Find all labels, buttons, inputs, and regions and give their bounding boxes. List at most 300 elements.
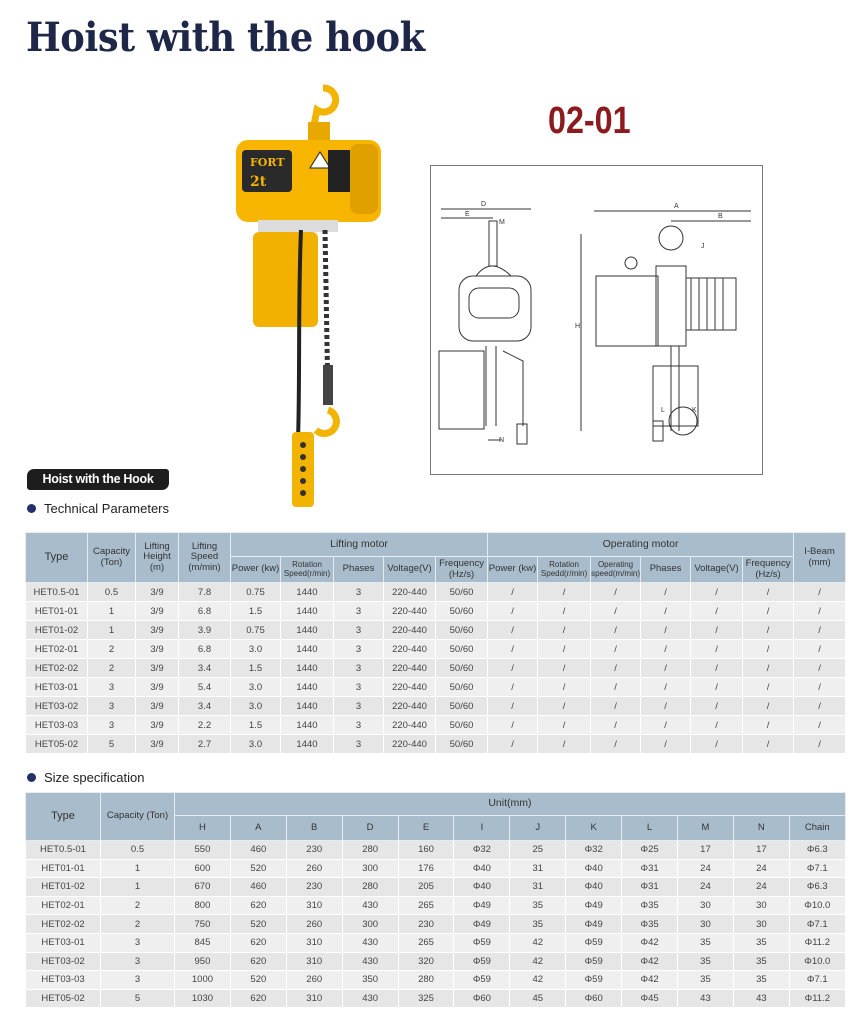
table-cell: 35: [678, 933, 734, 952]
table-cell: /: [591, 678, 641, 697]
table-cell: 24: [678, 878, 734, 897]
table-cell: 1440: [281, 735, 334, 754]
table-cell: /: [591, 716, 641, 735]
table-cell: 620: [230, 896, 286, 915]
table-cell: Φ49: [566, 896, 622, 915]
header-operating-1: Rotation Spedd(r/min): [538, 557, 591, 583]
table-cell: 3: [334, 602, 384, 621]
table-cell: /: [538, 640, 591, 659]
header-dim-l: L: [622, 816, 678, 841]
table-cell: Φ10.0: [789, 896, 845, 915]
header-lifting-motor: Lifting motor: [231, 533, 488, 557]
table-cell: /: [591, 735, 641, 754]
header-dim-j: J: [510, 816, 566, 841]
table-cell: 220-440: [384, 716, 436, 735]
table-cell: 220-440: [384, 697, 436, 716]
table-cell: /: [591, 640, 641, 659]
table-cell: 5: [101, 989, 175, 1008]
table-cell: 17: [678, 841, 734, 860]
table-cell: 310: [286, 989, 342, 1008]
table-cell: 1: [101, 859, 175, 878]
table-cell: Φ49: [454, 915, 510, 934]
table-cell: HET01-02: [26, 878, 101, 897]
table-cell: 42: [510, 933, 566, 952]
table-cell: 17: [733, 841, 789, 860]
table-cell: 3: [101, 933, 175, 952]
technical-heading-text: Technical Parameters: [44, 501, 169, 516]
table-row: [26, 878, 846, 897]
header-lifting-1: Rotation Speed(r/min): [281, 557, 334, 583]
table-cell: 620: [230, 933, 286, 952]
table-cell: 280: [342, 841, 398, 860]
table-cell: Φ11.2: [789, 933, 845, 952]
header-dim-e: E: [398, 816, 454, 841]
table-cell: /: [641, 659, 691, 678]
table-cell: Φ42: [622, 952, 678, 971]
table-cell: /: [591, 659, 641, 678]
header-dim-a: A: [230, 816, 286, 841]
header-dim-k: K: [566, 816, 622, 841]
table-cell: 3: [334, 735, 384, 754]
table-cell: 30: [678, 915, 734, 934]
table-cell: /: [794, 640, 846, 659]
table-cell: 6.8: [179, 640, 231, 659]
table-cell: HET03-01: [26, 678, 88, 697]
table-cell: 24: [678, 859, 734, 878]
table-cell: Φ59: [454, 933, 510, 952]
table-cell: 2.2: [179, 716, 231, 735]
page-title: Hoist with the hook: [26, 14, 425, 61]
table-cell: 1: [88, 602, 136, 621]
table-cell: /: [641, 602, 691, 621]
header-operating-motor: Operating motor: [488, 533, 794, 557]
table-cell: 230: [398, 915, 454, 934]
table-cell: HET05-02: [26, 989, 101, 1008]
header-dim-i: I: [454, 816, 510, 841]
table-cell: 220-440: [384, 735, 436, 754]
table-cell: Φ7.1: [789, 971, 845, 990]
table-cell: 430: [342, 933, 398, 952]
table-cell: 30: [733, 915, 789, 934]
table-cell: 845: [175, 933, 231, 952]
table-cell: 260: [286, 859, 342, 878]
table-cell: /: [641, 621, 691, 640]
table-cell: 220-440: [384, 621, 436, 640]
table-cell: 3/9: [136, 602, 179, 621]
header-lifting-height: Lifting Height (m): [136, 533, 179, 583]
table-cell: /: [743, 716, 794, 735]
table-cell: Φ45: [622, 989, 678, 1008]
table-cell: 1440: [281, 678, 334, 697]
table-cell: HET0.5-01: [26, 583, 88, 602]
table-cell: 3: [334, 640, 384, 659]
table-cell: 0.75: [231, 621, 281, 640]
table-cell: /: [743, 640, 794, 659]
table-cell: /: [794, 602, 846, 621]
table-cell: /: [691, 621, 743, 640]
table-cell: Φ32: [454, 841, 510, 860]
table-cell: HET03-01: [26, 933, 101, 952]
bullet-icon: [27, 773, 36, 782]
table-cell: Φ59: [566, 971, 622, 990]
table-cell: /: [641, 697, 691, 716]
header-dim-m: M: [678, 816, 734, 841]
table-cell: 430: [342, 952, 398, 971]
table-cell: /: [743, 697, 794, 716]
table-cell: 3: [334, 716, 384, 735]
table-cell: Φ40: [566, 859, 622, 878]
table-cell: 220-440: [384, 640, 436, 659]
table-cell: Φ7.1: [789, 915, 845, 934]
table-row: [26, 697, 846, 716]
table-cell: 1440: [281, 697, 334, 716]
table-cell: Φ11.2: [789, 989, 845, 1008]
table-cell: 950: [175, 952, 231, 971]
table-cell: 3/9: [136, 640, 179, 659]
header-operating-5: Frequency (Hz/s): [743, 557, 794, 583]
table-cell: HET02-02: [26, 659, 88, 678]
table-cell: Φ60: [454, 989, 510, 1008]
table-cell: 3: [88, 697, 136, 716]
table-row: [26, 859, 846, 878]
table-cell: Φ35: [622, 896, 678, 915]
table-cell: 1.5: [231, 716, 281, 735]
diagram-label-h: H: [575, 323, 581, 330]
diagram-label-e: E: [465, 211, 470, 218]
table-cell: 620: [230, 989, 286, 1008]
table-cell: /: [488, 735, 538, 754]
table-cell: 670: [175, 878, 231, 897]
table-row: [26, 915, 846, 934]
header-capacity: Capacity (Ton): [101, 793, 175, 841]
table-cell: /: [691, 602, 743, 621]
table-cell: 280: [398, 971, 454, 990]
table-cell: 43: [733, 989, 789, 1008]
table-row: [26, 735, 846, 754]
header-type: Type: [26, 533, 88, 583]
table-cell: /: [591, 697, 641, 716]
header-lifting-2: Phases: [334, 557, 384, 583]
table-row: [26, 583, 846, 602]
table-cell: /: [641, 678, 691, 697]
table-row: [26, 602, 846, 621]
table-cell: 3/9: [136, 678, 179, 697]
table-cell: HET01-01: [26, 602, 88, 621]
table-cell: 265: [398, 933, 454, 952]
table-cell: 600: [175, 859, 231, 878]
header-capacity: Capacity (Ton): [88, 533, 136, 583]
table-cell: 42: [510, 952, 566, 971]
model-number: 02-01: [548, 100, 631, 142]
table-cell: 3: [88, 678, 136, 697]
table-cell: 2: [101, 896, 175, 915]
table-cell: /: [488, 583, 538, 602]
table-cell: HET05-02: [26, 735, 88, 754]
table-cell: 3.0: [231, 640, 281, 659]
table-cell: /: [538, 697, 591, 716]
table-row: [26, 640, 846, 659]
table-cell: 2: [88, 659, 136, 678]
diagram-label-b: B: [718, 213, 723, 220]
table-row: [26, 678, 846, 697]
table-cell: 310: [286, 933, 342, 952]
table-row: [26, 896, 846, 915]
diagram-label-k: K: [692, 407, 697, 414]
table-cell: 3: [88, 716, 136, 735]
table-cell: /: [794, 678, 846, 697]
table-cell: HET03-03: [26, 971, 101, 990]
table-cell: 310: [286, 896, 342, 915]
table-cell: HET01-01: [26, 859, 101, 878]
table-cell: /: [488, 602, 538, 621]
table-cell: 1: [101, 878, 175, 897]
table-cell: 35: [510, 915, 566, 934]
table-cell: 35: [733, 971, 789, 990]
table-cell: Φ31: [622, 859, 678, 878]
table-cell: 460: [230, 878, 286, 897]
table-cell: Φ49: [566, 915, 622, 934]
table-cell: /: [794, 659, 846, 678]
table-cell: /: [641, 640, 691, 659]
table-cell: 260: [286, 915, 342, 934]
table-cell: 3/9: [136, 583, 179, 602]
table-cell: Φ6.3: [789, 841, 845, 860]
bullet-icon: [27, 504, 36, 513]
header-type: Type: [26, 793, 101, 841]
header-dim-chain: Chain: [789, 816, 845, 841]
table-cell: 460: [230, 841, 286, 860]
table-cell: 260: [286, 971, 342, 990]
table-cell: Φ32: [566, 841, 622, 860]
table-cell: 3/9: [136, 659, 179, 678]
table-cell: /: [743, 678, 794, 697]
table-cell: Φ31: [622, 878, 678, 897]
table-row: [26, 841, 846, 860]
table-cell: 3: [334, 583, 384, 602]
table-cell: 3: [101, 952, 175, 971]
table-cell: 50/60: [436, 735, 488, 754]
table-row: [26, 716, 846, 735]
table-cell: 50/60: [436, 659, 488, 678]
technical-heading: [27, 501, 169, 516]
table-cell: 35: [733, 933, 789, 952]
table-cell: 1440: [281, 602, 334, 621]
table-cell: 5: [88, 735, 136, 754]
table-cell: HET02-02: [26, 915, 101, 934]
table-cell: 7.8: [179, 583, 231, 602]
table-cell: 220-440: [384, 602, 436, 621]
table-cell: 176: [398, 859, 454, 878]
table-cell: 35: [678, 952, 734, 971]
table-cell: 24: [733, 878, 789, 897]
table-cell: 0.5: [101, 841, 175, 860]
diagram-label-n: N: [499, 437, 505, 444]
table-cell: /: [794, 697, 846, 716]
table-cell: 160: [398, 841, 454, 860]
table-cell: Φ59: [454, 952, 510, 971]
table-cell: 30: [678, 896, 734, 915]
table-cell: 30: [733, 896, 789, 915]
table-cell: 1440: [281, 659, 334, 678]
table-cell: /: [488, 716, 538, 735]
table-cell: /: [538, 716, 591, 735]
table-cell: 50/60: [436, 602, 488, 621]
table-cell: 1440: [281, 583, 334, 602]
table-cell: 280: [342, 878, 398, 897]
table-cell: /: [488, 697, 538, 716]
table-cell: 325: [398, 989, 454, 1008]
table-cell: 6.8: [179, 602, 231, 621]
header-lifting-0: Power (kw): [231, 557, 281, 583]
table-row: [26, 989, 846, 1008]
table-cell: 3.0: [231, 697, 281, 716]
table-cell: Φ42: [622, 933, 678, 952]
table-cell: 230: [286, 841, 342, 860]
table-cell: /: [538, 621, 591, 640]
table-cell: 520: [230, 859, 286, 878]
table-cell: 2: [88, 640, 136, 659]
table-cell: /: [743, 583, 794, 602]
table-cell: /: [743, 735, 794, 754]
table-cell: 2: [101, 915, 175, 934]
table-cell: 3.0: [231, 678, 281, 697]
header-lifting-4: Frequency (Hz/s): [436, 557, 488, 583]
table-cell: Φ40: [454, 878, 510, 897]
table-cell: 3: [334, 678, 384, 697]
table-cell: 220-440: [384, 678, 436, 697]
table-cell: 3/9: [136, 697, 179, 716]
table-cell: 310: [286, 952, 342, 971]
header-lifting-speed: Lifting Speed (m/min): [179, 533, 231, 583]
table-cell: /: [488, 659, 538, 678]
hoist-product-photo: [228, 80, 388, 510]
table-cell: 3: [334, 697, 384, 716]
table-cell: 350: [342, 971, 398, 990]
table-cell: 230: [286, 878, 342, 897]
header-unit: Unit(mm): [175, 793, 846, 816]
table-cell: /: [691, 697, 743, 716]
table-cell: HET02-01: [26, 896, 101, 915]
table-cell: /: [794, 583, 846, 602]
table-cell: /: [538, 583, 591, 602]
table-row: [26, 621, 846, 640]
table-cell: 43: [678, 989, 734, 1008]
table-cell: /: [488, 678, 538, 697]
table-cell: HET03-02: [26, 697, 88, 716]
table-cell: /: [488, 640, 538, 659]
table-cell: 430: [342, 896, 398, 915]
size-specification-table: [25, 792, 846, 1008]
table-cell: HET02-01: [26, 640, 88, 659]
table-cell: 520: [230, 915, 286, 934]
header-ibeam: I-Beam (mm): [794, 533, 846, 583]
table-cell: /: [691, 640, 743, 659]
table-cell: 31: [510, 878, 566, 897]
table-cell: 5.4: [179, 678, 231, 697]
table-cell: 800: [175, 896, 231, 915]
size-heading: [27, 770, 144, 785]
table-cell: 3/9: [136, 716, 179, 735]
table-cell: Φ35: [622, 915, 678, 934]
table-cell: Φ7.1: [789, 859, 845, 878]
table-cell: Φ59: [566, 933, 622, 952]
header-dim-b: B: [286, 816, 342, 841]
table-cell: 1.5: [231, 659, 281, 678]
table-cell: /: [641, 716, 691, 735]
table-cell: 520: [230, 971, 286, 990]
table-cell: 1.5: [231, 602, 281, 621]
table-cell: 1: [88, 621, 136, 640]
table-cell: 0.75: [231, 583, 281, 602]
table-cell: 35: [733, 952, 789, 971]
table-row: [26, 952, 846, 971]
diagram-label-a: A: [674, 203, 679, 210]
diagram-label-m: M: [499, 219, 505, 226]
table-cell: Φ40: [454, 859, 510, 878]
table-cell: 3: [334, 621, 384, 640]
header-operating-3: Phases: [641, 557, 691, 583]
table-cell: /: [591, 602, 641, 621]
table-cell: Φ49: [454, 896, 510, 915]
table-cell: /: [591, 621, 641, 640]
table-cell: 1000: [175, 971, 231, 990]
section-banner: Hoist with the Hook: [27, 469, 169, 490]
header-operating-0: Power (kw): [488, 557, 538, 583]
table-cell: 31: [510, 859, 566, 878]
table-cell: 35: [678, 971, 734, 990]
table-cell: /: [488, 621, 538, 640]
table-cell: 50/60: [436, 640, 488, 659]
header-dim-n: N: [733, 816, 789, 841]
table-cell: Φ60: [566, 989, 622, 1008]
table-cell: Φ6.3: [789, 878, 845, 897]
table-cell: /: [538, 602, 591, 621]
table-cell: 205: [398, 878, 454, 897]
table-cell: /: [591, 583, 641, 602]
table-cell: /: [641, 583, 691, 602]
table-cell: 3/9: [136, 735, 179, 754]
table-cell: Φ25: [622, 841, 678, 860]
table-cell: 45: [510, 989, 566, 1008]
table-cell: 3: [101, 971, 175, 990]
table-cell: 1440: [281, 621, 334, 640]
table-cell: /: [691, 583, 743, 602]
table-cell: 3.0: [231, 735, 281, 754]
table-cell: 50/60: [436, 678, 488, 697]
table-cell: 0.5: [88, 583, 136, 602]
table-cell: /: [794, 621, 846, 640]
table-cell: 50/60: [436, 621, 488, 640]
table-cell: 300: [342, 859, 398, 878]
table-cell: /: [743, 621, 794, 640]
table-cell: 430: [342, 989, 398, 1008]
table-cell: /: [538, 659, 591, 678]
table-cell: 50/60: [436, 583, 488, 602]
table-cell: 1440: [281, 716, 334, 735]
table-cell: Φ42: [622, 971, 678, 990]
table-cell: /: [743, 602, 794, 621]
header-dim-h: H: [175, 816, 231, 841]
table-cell: /: [691, 716, 743, 735]
technical-parameters-table: [25, 532, 846, 754]
header-operating-2: Operating speed(m/min): [591, 557, 641, 583]
table-row: [26, 971, 846, 990]
table-cell: 750: [175, 915, 231, 934]
table-cell: /: [641, 735, 691, 754]
table-cell: Φ40: [566, 878, 622, 897]
table-cell: 3: [334, 659, 384, 678]
header-operating-4: Voltage(V): [691, 557, 743, 583]
